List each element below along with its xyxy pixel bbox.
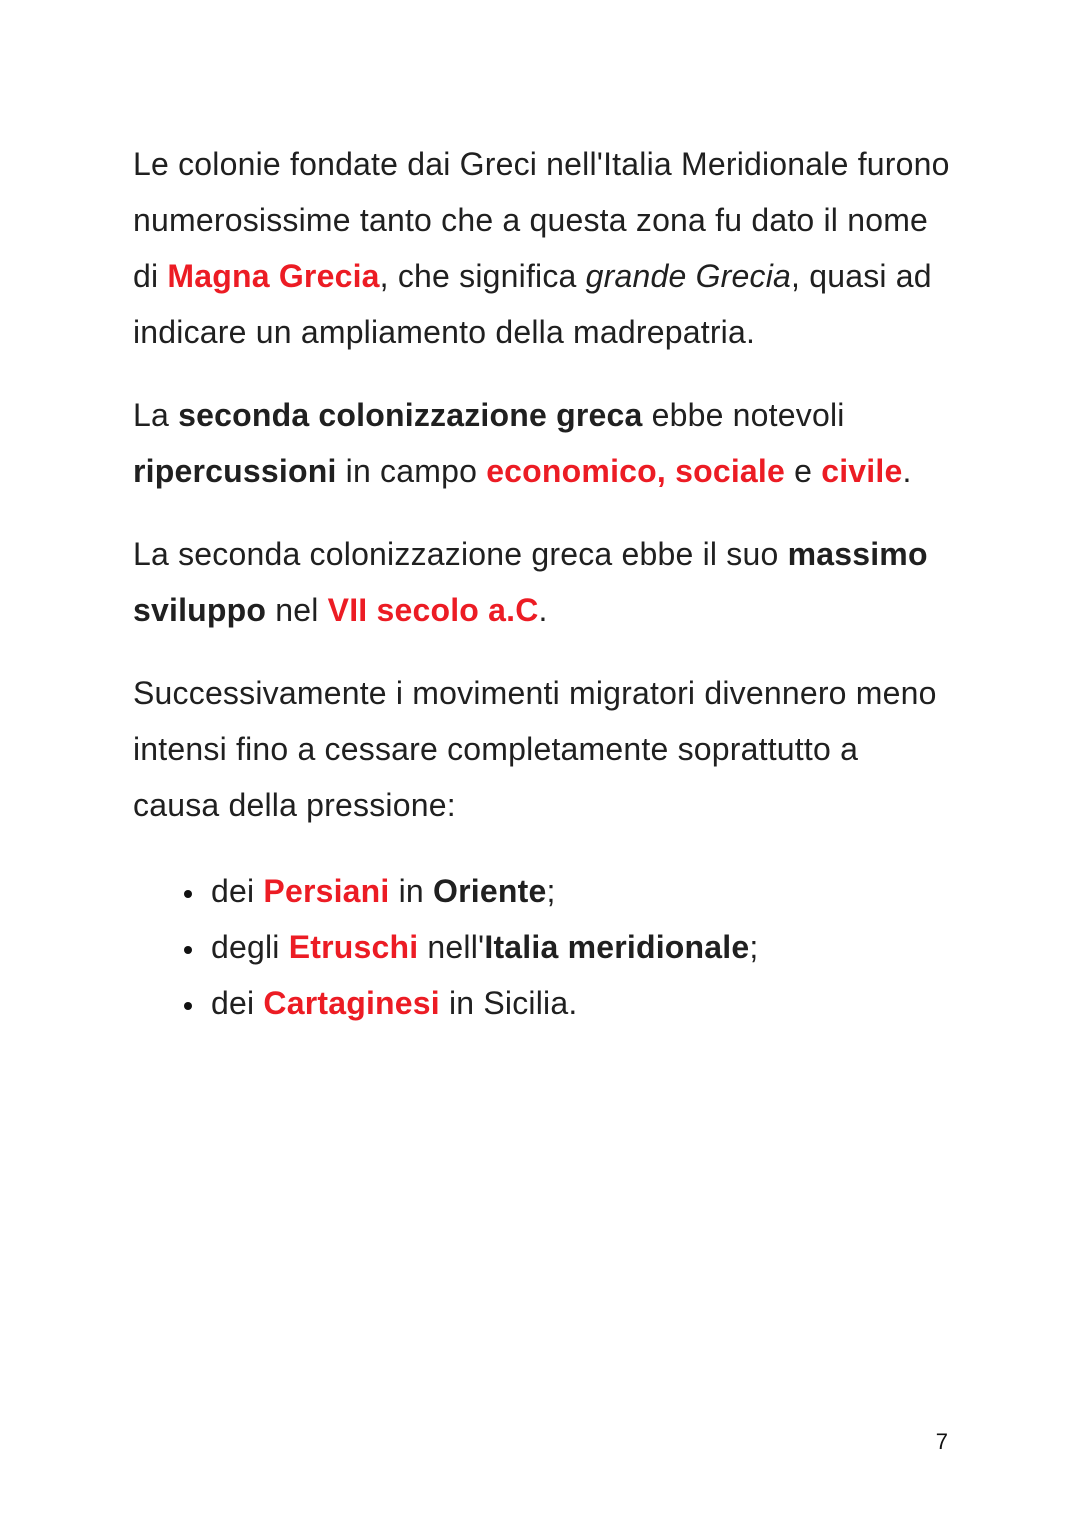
paragraph-magna-grecia — [133, 136, 952, 360]
text-run: nel — [266, 592, 328, 628]
list-item-persiani — [207, 863, 952, 919]
paragraph-massimo-sviluppo — [133, 526, 952, 638]
text-run: Le colonie fondate dai Greci nell'Italia Meridionale furono numerosissime tanto che a questa zona fu dato il nome di — [133, 146, 950, 294]
text-run: seconda colonizzazione greca — [178, 397, 643, 433]
text-run: Successivamente i movimenti migratori divennero meno intensi fino a cessare completamente soprattutto a causa della pressione: — [133, 675, 937, 823]
text-run: Cartaginesi — [263, 985, 440, 1021]
text-run: VII secolo a.C — [327, 592, 539, 628]
list-item-etruschi — [207, 919, 952, 975]
text-run: in campo — [336, 453, 487, 489]
text-run: ; — [546, 873, 556, 909]
text-run: economico, — [486, 453, 676, 489]
text-run: in — [389, 873, 434, 909]
text-run: Etruschi — [288, 929, 419, 965]
text-run: dei — [211, 873, 264, 909]
text-run: La — [133, 397, 179, 433]
text-run: massimo sviluppo — [133, 536, 928, 628]
text-run: ; — [749, 929, 759, 965]
text-run: ebbe notevoli — [642, 397, 845, 433]
text-run: Persiani — [263, 873, 390, 909]
text-run: Oriente — [433, 873, 547, 909]
text-run: La seconda colonizzazione greca ebbe il suo — [133, 536, 788, 572]
text-run: , che significa — [379, 258, 586, 294]
text-run: grande Grecia — [585, 258, 792, 294]
text-run: civile — [821, 453, 903, 489]
text-run: sociale — [675, 453, 786, 489]
text-run: . — [538, 592, 548, 628]
text-run: nell' — [418, 929, 485, 965]
paragraph-ripercussioni — [133, 387, 952, 499]
text-run: ripercussioni — [133, 453, 337, 489]
text-run: Italia meridionale — [484, 929, 750, 965]
text-run: , quasi ad indicare un ampliamento della madrepatria. — [133, 258, 932, 350]
paragraph-pressione — [133, 665, 952, 833]
list-item-cartaginesi — [207, 975, 952, 1031]
text-run: dei — [211, 985, 264, 1021]
text-run: e — [785, 453, 822, 489]
text-run: degli — [211, 929, 289, 965]
text-run: Magna Grecia — [167, 258, 380, 294]
bullet-list — [133, 863, 952, 1031]
page-number: 7 — [935, 1429, 948, 1454]
text-run: . — [902, 453, 912, 489]
text-run: in Sicilia. — [439, 985, 578, 1021]
